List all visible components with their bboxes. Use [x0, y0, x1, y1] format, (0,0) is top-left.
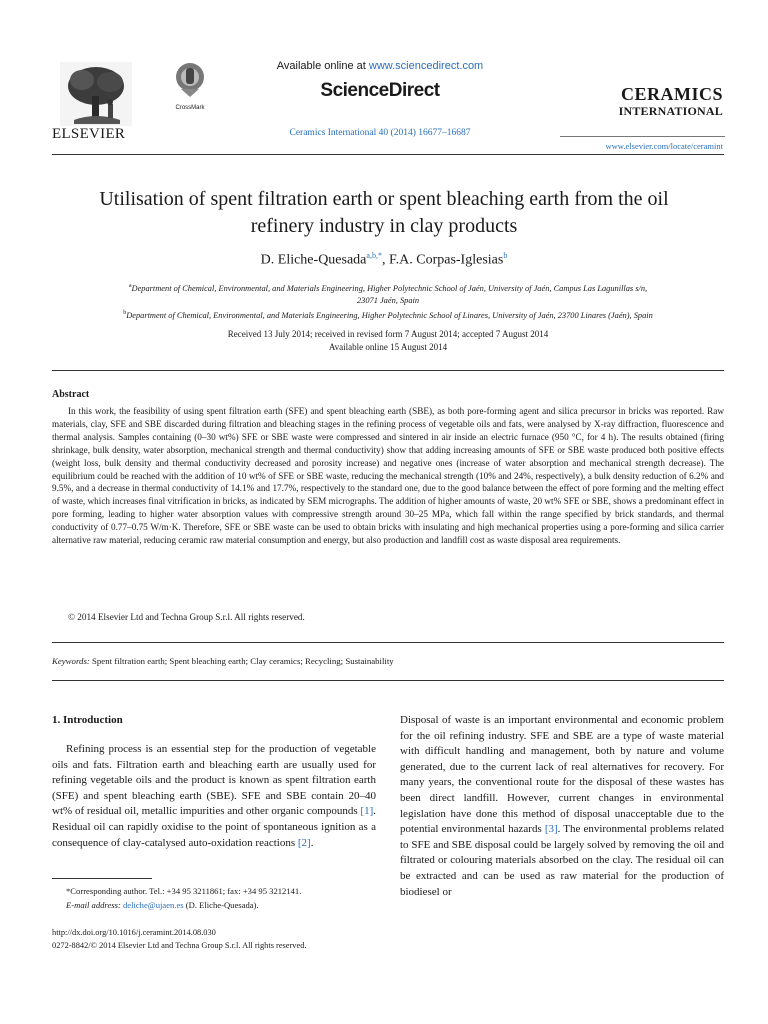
section-heading-introduction: 1. Introduction: [52, 714, 123, 726]
abstract-heading: Abstract: [52, 389, 90, 400]
author-1: D. Eliche-Quesada: [260, 252, 367, 268]
journal-divider: [560, 136, 725, 137]
body-column-left: [52, 742, 376, 851]
journal-name-line1: CERAMICS: [620, 84, 723, 104]
ref-link-1[interactable]: [1]: [360, 805, 374, 818]
body-column-right: [400, 713, 724, 900]
author-2: F.A. Corpas-Iglesias: [388, 252, 504, 268]
affil-a-mark: a: [128, 283, 132, 289]
crossmark-label: CrossMark: [175, 105, 205, 111]
email-label: E-mail address:: [66, 900, 121, 910]
ref-link-2[interactable]: [2]: [297, 836, 311, 849]
title-line-2: refinery industry in clay products: [250, 215, 518, 237]
keywords-label: Keywords:: [52, 656, 90, 666]
abstract-top-divider: [52, 370, 724, 371]
abstract-text: In this work, the feasibility of using spent filtration earth (SFE) and spent bleaching earth (SBE), as both pore-forming agent and silica precursor in bricks was reported. Raw materials, clay, SFE and SBE discarded during filtration and bleaching stages in the refining process of vegetable oils and fats, were analysed by X-ray diffraction, fluorescence and thermal analysis. Samples containing (0–30 wt%) SFE or SBE waste were compressed and sintered in air inside an electric furnace (950 °C, for 4 h). The results obtained (firing shrinkage, bulk density, water absorption, mechanical strength and thermal conductivity) show that adding increasing amounts of SFE or SBE waste produced both positive effects (weight loss, bulk density and thermal conductivity decreased and porosity increase) and negative ones (increase of water absorption and mechanical strength decrease). The equilibrium could be reached with the addition of 10 wt% of SFE or SBE waste, reducing the mechanical strength (10% and 24%, respectively), a bulk density reduction of 6.2% and 9.5%, and a decrease in thermal conductivity of 14.1% and 17.7%, respectively to the standard one, due to the good balance between the effect of pore forming and the melting effect of waste, which increases final vitrification in bricks, as indicated by SEM micrographs. The addition of higher amounts of waste, 20 wt% SFE or SBE, shows a predominant effect in pore forming, leading to higher water absorption values with compressive strength around 30–25 MPa, which fall within the range specified by brick standards, and thermal conductivity of 0.77–0.75 W/m·K. Therefore, SFE or SBE waste can be used to obtain bricks with insulating and high mechanical properties using a pore-forming and silica carrier alternative raw material, reducing ceramic raw material consumption and energy, but also production and landfill cost as waste disposal area requirements.: [52, 406, 724, 546]
available-online: [230, 60, 530, 72]
intro-text-d: Disposal of waste is an important environmental and economic problem for the oil refining industry. SFE and SBE are a type of waste material with difficult handling and management, both by nature and volume generated, due to the current lack of real alternatives for recovery. For many years, the conventional route for the disposal of these wastes has been direct landfill. However, current changes in environmental legislation have done this method of disposal unacceptable due to the potential environmental hazards: [400, 714, 724, 836]
journal-name-line2: INTERNATIONAL: [618, 104, 723, 118]
affil-b-mark: b: [123, 310, 127, 316]
footnote: [52, 884, 382, 912]
abstract-copyright: © 2014 Elsevier Ltd and Techna Group S.r.l. All rights reserved.: [68, 612, 305, 622]
affiliation-a: [52, 280, 724, 307]
doi-link[interactable]: http://dx.doi.org/10.1016/j.ceramint.2014.08.030: [52, 928, 216, 937]
intro-text-a: Refining process is an essential step for the production of vegetable oils and fats. Filtration earth and bleaching earth are usually used for refining vegetable oils and the product is known as spent filtration earth (SFE) and spent bleaching earth (SBE). SFE and SBE contain 20–40 wt% of residual oil, metallic impurities and other organic compounds: [52, 743, 376, 818]
author-1-affil-mark[interactable]: a,b,*: [366, 251, 382, 260]
article-dates: [52, 328, 724, 354]
body-top-divider: [52, 680, 724, 681]
footnote-divider: [52, 878, 152, 879]
intro-paragraph-1: [52, 742, 376, 851]
intro-text-e: . The environmental problems related to SFE and SBE disposal could be largely solved by removing the oil and filtrated or colouring materials absorbed on the clay. The residual oil can be extracted and can be used as raw material for the production of biodiesel or: [400, 823, 724, 898]
author-2-affil-mark[interactable]: b: [503, 251, 508, 260]
available-date: Available online 15 August 2014: [328, 342, 448, 352]
affil-b-line1: Department of Chemical, Environmental, and Materials Engineering, Higher Polytechnic School of Linares, University of Jaén, 23700 Linares (Jaén), Spain: [126, 310, 653, 320]
keywords: [52, 656, 394, 666]
elsevier-tree-logo: [60, 62, 132, 126]
email-link[interactable]: deliche@ujaen.es: [122, 900, 184, 910]
affiliation-b: [52, 307, 724, 322]
affil-a-line1: Department of Chemical, Environmental, and Materials Engineering, Higher Polytechnic School of Jaén, University of Jaén, Campus Las Lagunillas s/n,: [131, 283, 648, 293]
affil-a-line2: 23071 Jaén, Spain: [356, 295, 420, 305]
keywords-list: Spent filtration earth; Spent bleaching earth; Clay ceramics; Recycling; Sustainability: [89, 656, 394, 666]
header-divider: [52, 154, 724, 155]
doi-block: [52, 926, 307, 952]
issn-copyright: 0272-8842/© 2014 Elsevier Ltd and Techna Group S.r.l. All rights reserved.: [52, 941, 307, 950]
journal-citation: Ceramics International 40 (2014) 16677–16687: [289, 128, 471, 138]
title-line-1: Utilisation of spent filtration earth or spent bleaching earth from the oil: [99, 188, 669, 210]
intro-text-b: . Residual oil can rapidly oxidise to the point of spontaneous ignition as a consequence of clay-catalysed auto-oxidation reactions: [52, 805, 376, 849]
email-line: [52, 898, 382, 912]
email-owner: (D. Eliche-Quesada).: [183, 900, 259, 910]
intro-paragraph-2: [400, 713, 724, 900]
article-title: [60, 186, 708, 240]
received-dates: Received 13 July 2014; received in revised form 7 August 2014; accepted 7 August 2014: [227, 329, 549, 339]
ref-link-3[interactable]: [3]: [544, 823, 558, 836]
crossmark-badge[interactable]: [170, 62, 210, 111]
author-list: [60, 251, 708, 269]
publisher-name: ELSEVIER: [52, 126, 126, 142]
sciencedirect-logo: ScienceDirect: [320, 80, 440, 101]
keywords-top-divider: [52, 642, 724, 643]
available-prefix: Available online at: [276, 60, 369, 72]
sciencedirect-link[interactable]: www.sciencedirect.com: [368, 60, 484, 72]
corresponding-author: *Corresponding author. Tel.: +34 95 3211861; fax: +34 95 3212141.: [66, 886, 302, 896]
crossmark-icon: [175, 62, 205, 98]
intro-text-c: .: [310, 836, 314, 849]
journal-url-link[interactable]: www.elsevier.com/locate/ceramint: [605, 141, 723, 151]
author-separator: ,: [381, 252, 389, 268]
